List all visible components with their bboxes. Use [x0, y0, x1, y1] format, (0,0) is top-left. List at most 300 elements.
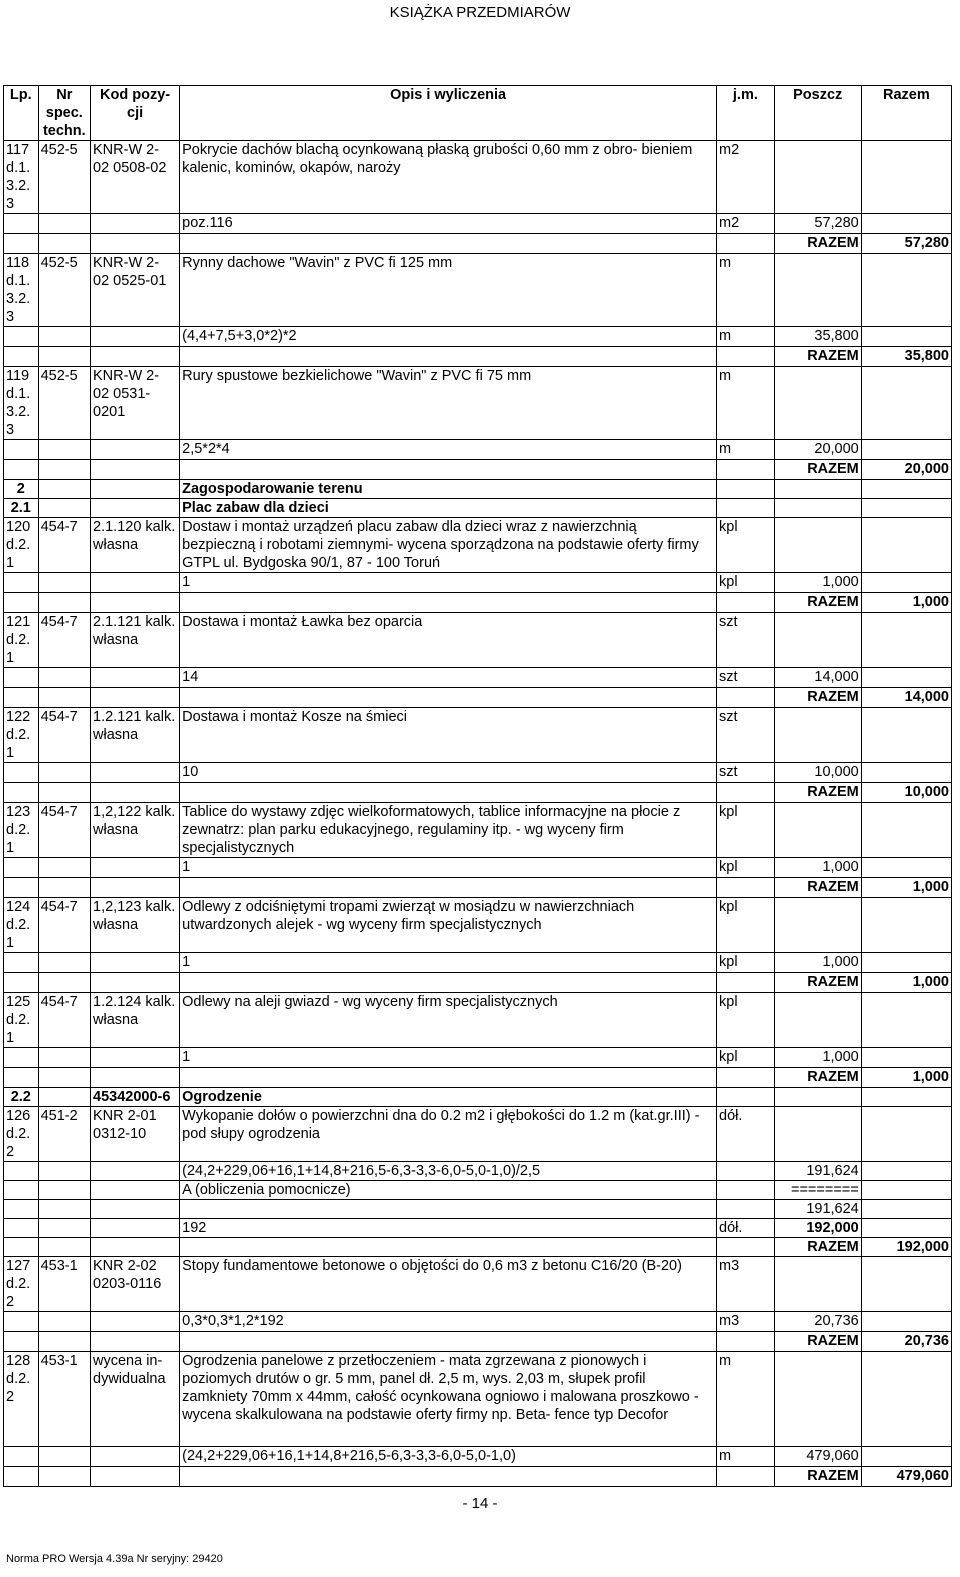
item-lp: 122 d.2. 1: [4, 708, 39, 763]
empty-cell: [38, 1447, 90, 1467]
item-kod: 1.2.121 kalk. własna: [91, 708, 180, 763]
item-poszcz: 1,000: [774, 953, 861, 973]
item-opis: Rynny dachowe "Wavin" z PVC fi 125 mm: [180, 254, 717, 327]
table-row: [4, 688, 952, 708]
item-nr: 454-7: [38, 898, 90, 953]
empty-cell: [38, 1238, 90, 1257]
empty-cell: [91, 214, 180, 234]
empty-cell: [38, 858, 90, 878]
table-row: [4, 1219, 952, 1238]
empty-cell: [717, 1467, 775, 1487]
item-kod: KNR 2-01 0312-10: [91, 1107, 180, 1162]
empty-cell: [861, 953, 951, 973]
empty-cell: [4, 1181, 39, 1200]
item-jm: m: [717, 254, 775, 327]
item-calc: 1: [180, 858, 717, 878]
empty-cell: [180, 1238, 717, 1257]
empty-cell: [38, 1312, 90, 1332]
empty-cell: [717, 1181, 775, 1200]
empty-cell: [861, 763, 951, 783]
empty-cell: [861, 993, 951, 1048]
item-jm: kpl: [717, 993, 775, 1048]
item-kod: 2.1.121 kalk. własna: [91, 613, 180, 668]
empty-cell: [4, 858, 39, 878]
empty-cell: [4, 1162, 39, 1181]
table-row: [4, 254, 952, 327]
table-row: [4, 1200, 952, 1219]
empty-cell: [180, 688, 717, 708]
empty-cell: [861, 141, 951, 214]
empty-cell: [180, 1200, 717, 1219]
empty-cell: [717, 783, 775, 803]
item-poszcz: 20,000: [774, 440, 861, 460]
empty-cell: [861, 708, 951, 763]
empty-cell: [91, 499, 180, 518]
empty-cell: [717, 460, 775, 480]
empty-cell: [4, 1048, 39, 1068]
empty-cell: [91, 1162, 180, 1181]
section-row: [4, 1088, 952, 1107]
item-calc: 14: [180, 668, 717, 688]
table-row: [4, 803, 952, 858]
item-calc: 2,5*2*4: [180, 440, 717, 460]
item-calc: 1: [180, 953, 717, 973]
item-opis: Ogrodzenia panelowe z przetłoczeniem - mata zgrzewana z pionowych i poziomych drutów o gr. 5 mm, panel dł. 2,5 m, wys. 2,03 m, słupek profil zamkniety 70mm x 44mm, całość ocynkowana ogniowo i malowana proszkowo - wycena skalkulowana na podstawie oferty firmy np. Beta- fence typ Decofor: [180, 1352, 717, 1447]
table-row: [4, 1181, 952, 1200]
empty-cell: [4, 668, 39, 688]
empty-cell: [91, 668, 180, 688]
col-kod: Kod pozy- cji: [91, 86, 180, 141]
item-calc: 192: [180, 1219, 717, 1238]
empty-cell: [717, 347, 775, 367]
item-poszcz: 1,000: [774, 1048, 861, 1068]
section-title: Ogrodzenie: [180, 1088, 717, 1107]
item-poszcz: 191,624: [774, 1162, 861, 1181]
table-row: [4, 898, 952, 953]
item-poszcz: 57,280: [774, 214, 861, 234]
empty-cell: [4, 1312, 39, 1332]
empty-cell: [4, 1068, 39, 1088]
item-kod: 1,2,123 kalk. własna: [91, 898, 180, 953]
razem-label: RAZEM: [774, 1068, 861, 1088]
empty-cell: [38, 1162, 90, 1181]
empty-cell: [774, 993, 861, 1048]
item-lp: 123 d.2. 1: [4, 803, 39, 858]
empty-cell: [861, 668, 951, 688]
section-row: [4, 480, 952, 499]
item-nr: 453-1: [38, 1257, 90, 1312]
item-calc: 10: [180, 763, 717, 783]
table-row: [4, 440, 952, 460]
item-calc-jm: kpl: [717, 858, 775, 878]
item-kod: 2.1.120 kalk. własna: [91, 518, 180, 573]
item-kod: wycena in- dywidualna: [91, 1352, 180, 1447]
empty-cell: [4, 1332, 39, 1352]
table-row: [4, 1447, 952, 1467]
item-calc: (24,2+229,06+16,1+14,8+216,5-6,3-3,3-6,0-5,0-1,0)/2,5: [180, 1162, 717, 1181]
item-jm: m3: [717, 1257, 775, 1312]
empty-cell: [774, 1088, 861, 1107]
empty-cell: [861, 1048, 951, 1068]
empty-cell: [861, 1088, 951, 1107]
empty-cell: [717, 1068, 775, 1088]
empty-cell: [717, 234, 775, 254]
empty-cell: [91, 1181, 180, 1200]
item-calc: (24,2+229,06+16,1+14,8+216,5-6,3-3,3-6,0-5,0-1,0): [180, 1447, 717, 1467]
table-row: [4, 858, 952, 878]
empty-cell: [91, 573, 180, 593]
table-row: [4, 973, 952, 993]
empty-cell: [4, 327, 39, 347]
empty-cell: [717, 1238, 775, 1257]
empty-cell: [717, 593, 775, 613]
empty-cell: [774, 480, 861, 499]
empty-cell: [774, 708, 861, 763]
empty-cell: [861, 1447, 951, 1467]
item-jm: dół.: [717, 1107, 775, 1162]
item-poszcz: 10,000: [774, 763, 861, 783]
empty-cell: [861, 1107, 951, 1162]
empty-cell: [38, 1048, 90, 1068]
item-calc-jm: m: [717, 327, 775, 347]
table-row: [4, 668, 952, 688]
empty-cell: [38, 1068, 90, 1088]
empty-cell: [91, 1238, 180, 1257]
item-poszcz: 14,000: [774, 668, 861, 688]
empty-cell: [38, 460, 90, 480]
empty-cell: [4, 1447, 39, 1467]
item-lp: 120 d.2. 1: [4, 518, 39, 573]
empty-cell: [717, 973, 775, 993]
empty-cell: [4, 1200, 39, 1219]
item-lp: 128 d.2. 2: [4, 1352, 39, 1447]
empty-cell: [4, 953, 39, 973]
empty-cell: [38, 440, 90, 460]
item-poszcz: 35,800: [774, 327, 861, 347]
empty-cell: [774, 141, 861, 214]
table-row: [4, 327, 952, 347]
item-jm: szt: [717, 613, 775, 668]
item-kod: KNR 2-02 0203-0116: [91, 1257, 180, 1312]
empty-cell: [91, 593, 180, 613]
table-row: [4, 460, 952, 480]
item-calc: (4,4+7,5+3,0*2)*2: [180, 327, 717, 347]
document-header: KSIĄŻKA PRZEDMIARÓW: [389, 4, 571, 21]
item-calc-jm: m3: [717, 1312, 775, 1332]
item-calc: 1: [180, 1048, 717, 1068]
empty-cell: [717, 1088, 775, 1107]
item-poszcz: 479,060: [774, 1447, 861, 1467]
empty-cell: [861, 1257, 951, 1312]
item-calc: 0,3*0,3*1,2*192: [180, 1312, 717, 1332]
item-nr: 454-7: [38, 993, 90, 1048]
item-jm: kpl: [717, 803, 775, 858]
table-row: [4, 953, 952, 973]
table-row: [4, 593, 952, 613]
section-row: [4, 499, 952, 518]
item-poszcz: 20,736: [774, 1312, 861, 1332]
empty-cell: [38, 973, 90, 993]
item-opis: Pokrycie dachów blachą ocynkowaną płaską grubości 0,60 mm z obro- bieniem kalenic, kominów, okapów, naroży: [180, 141, 717, 214]
empty-cell: [774, 254, 861, 327]
empty-cell: [4, 763, 39, 783]
empty-cell: [861, 898, 951, 953]
empty-cell: [38, 688, 90, 708]
empty-cell: [4, 214, 39, 234]
empty-cell: [180, 234, 717, 254]
software-version: Norma PRO Wersja 4.39a Nr seryjny: 29420: [6, 1553, 223, 1565]
empty-cell: [4, 973, 39, 993]
empty-cell: [38, 573, 90, 593]
item-jm: m: [717, 367, 775, 440]
item-jm: szt: [717, 708, 775, 763]
empty-cell: [38, 1088, 90, 1107]
item-calc-jm: m: [717, 440, 775, 460]
empty-cell: [91, 234, 180, 254]
empty-cell: [717, 499, 775, 518]
empty-cell: [91, 973, 180, 993]
table-row: [4, 878, 952, 898]
item-poszcz: 1,000: [774, 573, 861, 593]
razem-label: RAZEM: [774, 234, 861, 254]
empty-cell: [91, 327, 180, 347]
empty-cell: [861, 254, 951, 327]
table-row: [4, 993, 952, 1048]
col-nr: Nr spec. techn.: [38, 86, 90, 141]
empty-cell: [38, 1219, 90, 1238]
empty-cell: [180, 460, 717, 480]
col-lp: Lp.: [4, 86, 39, 141]
empty-cell: [4, 573, 39, 593]
empty-cell: [4, 460, 39, 480]
item-opis: Dostawa i montaż Kosze na śmieci: [180, 708, 717, 763]
empty-cell: [4, 878, 39, 898]
section-num: 2.1: [4, 499, 39, 518]
empty-cell: [717, 878, 775, 898]
col-razem: Razem: [861, 86, 951, 141]
item-poszcz: 191,624: [774, 1200, 861, 1219]
empty-cell: [91, 347, 180, 367]
empty-cell: [4, 783, 39, 803]
empty-cell: [180, 593, 717, 613]
item-poszcz: 192,000: [774, 1219, 861, 1238]
empty-cell: [38, 1200, 90, 1219]
table-row: [4, 573, 952, 593]
empty-cell: [4, 1238, 39, 1257]
item-kod: 1.2.124 kalk. własna: [91, 993, 180, 1048]
table-header-row: [4, 86, 952, 141]
empty-cell: [717, 1200, 775, 1219]
item-calc-jm: dół.: [717, 1219, 775, 1238]
empty-cell: [861, 1352, 951, 1447]
razem-label: RAZEM: [774, 878, 861, 898]
item-opis: Rury spustowe bezkielichowe "Wavin" z PVC fi 75 mm: [180, 367, 717, 440]
table-row: [4, 347, 952, 367]
item-nr: 453-1: [38, 1352, 90, 1447]
item-calc-jm: szt: [717, 763, 775, 783]
table-row: [4, 1332, 952, 1352]
item-calc-jm: m2: [717, 214, 775, 234]
empty-cell: [861, 214, 951, 234]
empty-cell: [861, 1162, 951, 1181]
empty-cell: [861, 499, 951, 518]
razem-value: 57,280: [861, 234, 951, 254]
empty-cell: [91, 1200, 180, 1219]
item-opis: Dostaw i montaż urządzeń placu zabaw dla dzieci wraz z nawierzchnią bezpieczną i robotami ziemnymi- wycena sporządzona na podstawie oferty firmy GTPL ul. Bydgoska 90/1, 87 - 100 Toruń: [180, 518, 717, 573]
table-row: [4, 141, 952, 214]
empty-cell: [91, 688, 180, 708]
item-kod: 1,2,122 kalk. własna: [91, 803, 180, 858]
item-opis: Odlewy z odciśniętymi tropami zwierząt w mosiądzu w nawierzchniach utwardzonych alejek - wg wyceny firm specjalistycznych: [180, 898, 717, 953]
empty-cell: [861, 858, 951, 878]
razem-value: 14,000: [861, 688, 951, 708]
empty-cell: [4, 440, 39, 460]
empty-cell: [38, 1181, 90, 1200]
empty-cell: [774, 499, 861, 518]
item-nr: 452-5: [38, 254, 90, 327]
empty-cell: [38, 234, 90, 254]
table-row: [4, 1048, 952, 1068]
empty-cell: [38, 953, 90, 973]
razem-value: 479,060: [861, 1467, 951, 1487]
empty-cell: [91, 763, 180, 783]
item-opis: Stopy fundamentowe betonowe o objętości do 0,6 m3 z betonu C16/20 (B-20): [180, 1257, 717, 1312]
empty-cell: [774, 803, 861, 858]
table-row: [4, 1107, 952, 1162]
razem-value: 192,000: [861, 1238, 951, 1257]
empty-cell: [38, 480, 90, 499]
item-calc: A (obliczenia pomocnicze): [180, 1181, 717, 1200]
empty-cell: [91, 440, 180, 460]
empty-cell: [4, 234, 39, 254]
empty-cell: [717, 1162, 775, 1181]
empty-cell: [861, 1200, 951, 1219]
empty-cell: [861, 1219, 951, 1238]
empty-cell: [38, 214, 90, 234]
empty-cell: [91, 1219, 180, 1238]
item-lp: 127 d.2. 2: [4, 1257, 39, 1312]
empty-cell: [38, 347, 90, 367]
item-kod: KNR-W 2- 02 0525-01: [91, 254, 180, 327]
table-row: [4, 613, 952, 668]
item-jm: kpl: [717, 518, 775, 573]
item-lp: 124 d.2. 1: [4, 898, 39, 953]
razem-label: RAZEM: [774, 460, 861, 480]
razem-label: RAZEM: [774, 1238, 861, 1257]
empty-cell: [861, 367, 951, 440]
empty-cell: [717, 1332, 775, 1352]
empty-cell: [861, 518, 951, 573]
empty-cell: [4, 593, 39, 613]
razem-label: RAZEM: [774, 973, 861, 993]
empty-cell: [91, 1068, 180, 1088]
empty-cell: [180, 1068, 717, 1088]
item-lp: 126 d.2. 2: [4, 1107, 39, 1162]
item-calc: poz.116: [180, 214, 717, 234]
item-poszcz: 1,000: [774, 858, 861, 878]
empty-cell: [861, 440, 951, 460]
empty-cell: [717, 688, 775, 708]
item-lp: 119 d.1. 3.2. 3: [4, 367, 39, 440]
item-kod: KNR-W 2- 02 0508-02: [91, 141, 180, 214]
empty-cell: [774, 518, 861, 573]
section-title: Zagospodarowanie terenu: [180, 480, 717, 499]
table-row: [4, 367, 952, 440]
empty-cell: [91, 1332, 180, 1352]
empty-cell: [774, 1352, 861, 1447]
empty-cell: [861, 613, 951, 668]
col-jm: j.m.: [717, 86, 775, 141]
item-jm: m: [717, 1352, 775, 1447]
table-row: [4, 214, 952, 234]
empty-cell: [38, 499, 90, 518]
item-opis: Wykopanie dołów o powierzchni dna do 0.2 m2 i głębokości do 1.2 m (kat.gr.III) - pod słupy ogrodzenia: [180, 1107, 717, 1162]
empty-cell: [180, 878, 717, 898]
col-poszcz: Poszcz: [774, 86, 861, 141]
empty-cell: [38, 327, 90, 347]
item-calc-jm: kpl: [717, 953, 775, 973]
table-row: [4, 783, 952, 803]
empty-cell: [180, 783, 717, 803]
empty-cell: [91, 858, 180, 878]
empty-cell: [774, 1107, 861, 1162]
razem-value: 20,000: [861, 460, 951, 480]
razem-value: 10,000: [861, 783, 951, 803]
item-poszcz: ========: [774, 1181, 861, 1200]
table-row: [4, 1162, 952, 1181]
empty-cell: [38, 763, 90, 783]
razem-label: RAZEM: [774, 347, 861, 367]
col-opis: Opis i wyliczenia: [180, 86, 717, 141]
empty-cell: [91, 1048, 180, 1068]
item-nr: 451-2: [38, 1107, 90, 1162]
empty-cell: [180, 1332, 717, 1352]
item-kod: KNR-W 2- 02 0531- 0201: [91, 367, 180, 440]
empty-cell: [38, 1467, 90, 1487]
empty-cell: [91, 1447, 180, 1467]
item-calc-jm: kpl: [717, 573, 775, 593]
empty-cell: [861, 327, 951, 347]
empty-cell: [91, 1467, 180, 1487]
item-calc-jm: m: [717, 1447, 775, 1467]
empty-cell: [774, 367, 861, 440]
empty-cell: [91, 783, 180, 803]
item-nr: 452-5: [38, 367, 90, 440]
item-opis: Dostawa i montaż Ławka bez oparcia: [180, 613, 717, 668]
empty-cell: [4, 1219, 39, 1238]
table-row: [4, 518, 952, 573]
razem-label: RAZEM: [774, 1467, 861, 1487]
table-row: [4, 234, 952, 254]
empty-cell: [861, 480, 951, 499]
table-row: [4, 708, 952, 763]
empty-cell: [861, 1312, 951, 1332]
item-nr: 454-7: [38, 708, 90, 763]
table-row: [4, 763, 952, 783]
empty-cell: [774, 898, 861, 953]
section-title: Plac zabaw dla dzieci: [180, 499, 717, 518]
empty-cell: [774, 613, 861, 668]
table-row: [4, 1068, 952, 1088]
section-num: 2.2: [4, 1088, 39, 1107]
empty-cell: [180, 347, 717, 367]
empty-cell: [38, 1332, 90, 1352]
razem-label: RAZEM: [774, 593, 861, 613]
table-row: [4, 1467, 952, 1487]
item-lp: 125 d.2. 1: [4, 993, 39, 1048]
empty-cell: [38, 878, 90, 898]
cost-estimate-table: [3, 85, 952, 1487]
